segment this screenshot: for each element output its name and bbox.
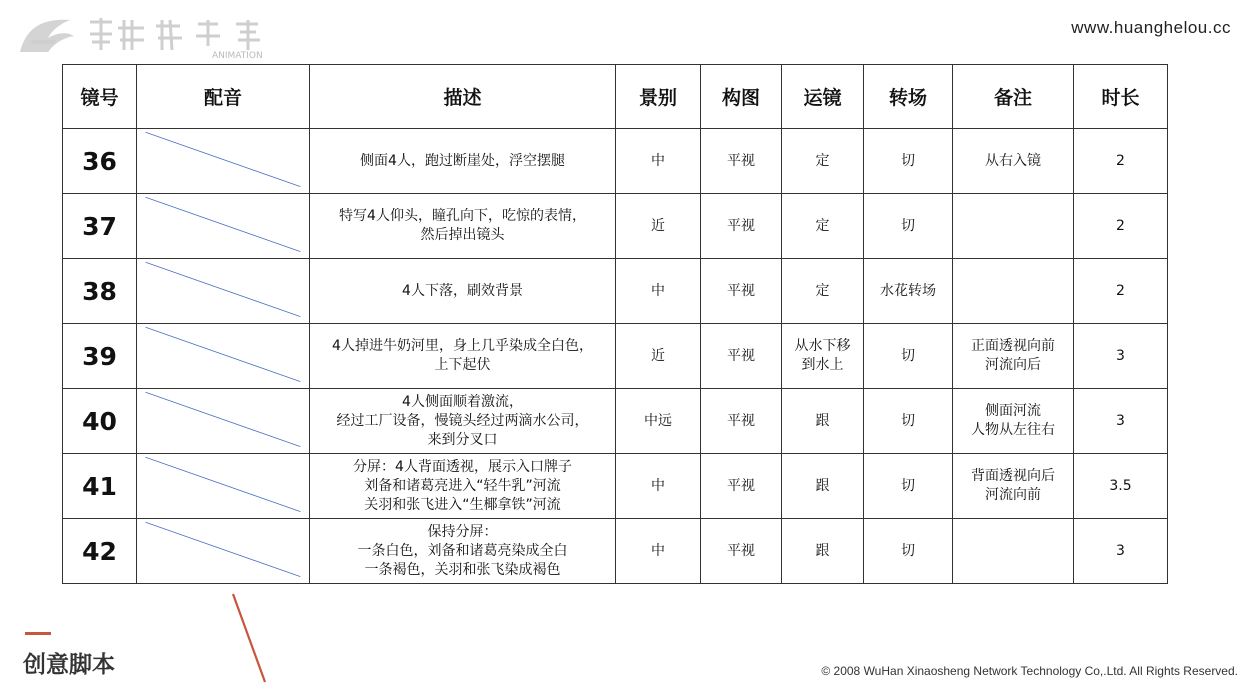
empty-cell-slash	[137, 454, 309, 518]
cell-camera-move-text: 跟	[815, 477, 830, 494]
cell-shot-size	[616, 389, 701, 454]
cell-description-text: 侧面4人，跑过断崖处，浮空摆腿	[360, 152, 565, 169]
table-row	[63, 519, 1168, 584]
cell-composition-text: 平视	[727, 282, 755, 299]
cell-duration-text: 2	[1116, 217, 1125, 234]
cell-duration	[1074, 194, 1168, 259]
cell-composition	[701, 519, 782, 584]
cell-composition-text: 平视	[727, 152, 755, 169]
cell-shot-size	[616, 519, 701, 584]
cell-composition	[701, 454, 782, 519]
table-row	[63, 389, 1168, 454]
col-header-shot-size: 景别	[616, 65, 701, 129]
cell-description-text: 4人下落，刷效背景	[402, 282, 523, 299]
cell-camera-move	[782, 324, 864, 389]
cell-composition-text: 平视	[727, 542, 755, 559]
cell-duration	[1074, 129, 1168, 194]
cell-shot-size-text: 中	[651, 542, 665, 559]
cell-note	[953, 324, 1074, 389]
cell-note	[953, 519, 1074, 584]
cell-shot-number-text: 37	[82, 211, 117, 241]
cell-composition	[701, 259, 782, 324]
cell-note	[953, 129, 1074, 194]
cell-transition-text: 切	[901, 477, 915, 494]
table-row	[63, 454, 1168, 519]
cell-camera-move-text: 定	[815, 282, 830, 299]
col-header-camera-move: 运镜	[782, 65, 864, 129]
decorative-slash	[230, 592, 270, 684]
cell-transition	[864, 454, 953, 519]
cell-description-text: 4人掉进牛奶河里，身上几乎染成全白色， 上下起伏	[332, 338, 593, 373]
website-url[interactable]: www.huanghelou.cc	[1071, 18, 1231, 37]
cell-camera-move-text: 从水下移 到水上	[794, 338, 851, 373]
cell-dubbing	[137, 194, 310, 259]
cell-camera-move	[782, 454, 864, 519]
cell-description	[310, 324, 616, 389]
cell-duration-text: 3.5	[1109, 477, 1132, 494]
cell-transition-text: 切	[901, 347, 915, 364]
cell-note	[953, 389, 1074, 454]
cell-transition	[864, 519, 953, 584]
cell-shot-number-text: 36	[82, 146, 117, 176]
cell-description-text: 分屏：4人背面透视，展示入口牌子 刘备和诸葛亮进入“轻牛乳”河流 关羽和张飞进入“生椰拿铁”河流	[353, 458, 572, 513]
cell-transition	[864, 389, 953, 454]
cell-duration	[1074, 259, 1168, 324]
cell-shot-number	[63, 389, 137, 454]
cell-transition	[864, 324, 953, 389]
empty-cell-slash	[137, 129, 309, 193]
copyright-notice: © 2008 WuHan Xinaosheng Network Technology Co,.Ltd. All Rights Reserved.	[821, 664, 1238, 678]
empty-cell-slash	[137, 519, 309, 583]
cell-camera-move	[782, 259, 864, 324]
cell-shot-size-text: 中	[651, 282, 665, 299]
cell-shot-number	[63, 519, 137, 584]
col-header-duration: 时长	[1074, 65, 1168, 129]
cell-shot-size	[616, 454, 701, 519]
empty-cell-slash	[137, 259, 309, 323]
cell-composition	[701, 389, 782, 454]
cell-transition	[864, 194, 953, 259]
cell-transition-text: 切	[901, 542, 915, 559]
empty-cell-slash	[137, 389, 309, 453]
cell-shot-size-text: 近	[651, 217, 665, 234]
cell-shot-size	[616, 129, 701, 194]
col-header-composition: 构图	[701, 65, 782, 129]
cell-composition-text: 平视	[727, 347, 755, 364]
table-header-row	[63, 65, 1168, 129]
cell-camera-move	[782, 519, 864, 584]
cell-transition-text: 切	[901, 412, 915, 429]
cell-note-text: 侧面河流 人物从左往右	[971, 403, 1055, 438]
cell-shot-size	[616, 324, 701, 389]
cell-description-text: 4人侧面顺着激流， 经过工厂设备，慢镜头经过两滴水公司， 来到分叉口	[336, 393, 589, 448]
cell-shot-number	[63, 259, 137, 324]
table-row	[63, 194, 1168, 259]
cell-description	[310, 454, 616, 519]
cell-description	[310, 129, 616, 194]
table-row	[63, 259, 1168, 324]
cell-duration	[1074, 519, 1168, 584]
empty-cell-slash	[137, 194, 309, 258]
col-header-description: 描述	[310, 65, 616, 129]
cell-shot-number-text: 40	[82, 406, 117, 436]
table-row	[63, 324, 1168, 389]
cell-shot-number-text: 38	[82, 276, 117, 306]
cell-shot-number-text: 41	[82, 471, 117, 501]
cell-description-text: 保持分屏： 一条白色，刘备和诸葛亮染成全白 一条褐色，关羽和张飞染成褐色	[357, 523, 568, 578]
cell-composition-text: 平视	[727, 412, 755, 429]
cell-dubbing	[137, 454, 310, 519]
cell-camera-move	[782, 389, 864, 454]
cell-composition-text: 平视	[727, 477, 755, 494]
cell-transition	[864, 259, 953, 324]
cell-composition-text: 平视	[727, 217, 755, 234]
cell-description	[310, 194, 616, 259]
table-row	[63, 129, 1168, 194]
cell-description	[310, 519, 616, 584]
col-header-note: 备注	[953, 65, 1074, 129]
cell-dubbing	[137, 519, 310, 584]
cell-shot-size-text: 中	[651, 477, 665, 494]
cell-camera-move-text: 定	[815, 217, 830, 234]
cell-camera-move	[782, 129, 864, 194]
cell-note-text: 背面透视向后 河流向前	[971, 468, 1055, 503]
cell-transition-text: 切	[901, 217, 915, 234]
cell-camera-move	[782, 194, 864, 259]
cell-duration	[1074, 454, 1168, 519]
cell-composition	[701, 324, 782, 389]
cell-dubbing	[137, 324, 310, 389]
cell-camera-move-text: 定	[815, 152, 830, 169]
cell-note	[953, 454, 1074, 519]
section-title: 创意脚本	[23, 652, 115, 678]
cell-duration	[1074, 324, 1168, 389]
cell-dubbing	[137, 129, 310, 194]
cell-shot-number-text: 42	[82, 536, 117, 566]
cell-composition	[701, 194, 782, 259]
col-header-dubbing: 配音	[137, 65, 310, 129]
company-logo	[12, 10, 274, 62]
storyboard-table	[62, 64, 1168, 584]
cell-note-text: 从右入镜	[985, 152, 1041, 169]
cell-duration-text: 3	[1116, 347, 1125, 364]
cell-shot-number	[63, 129, 137, 194]
cell-duration-text: 2	[1116, 282, 1125, 299]
cell-shot-size	[616, 194, 701, 259]
cell-note	[953, 259, 1074, 324]
cell-duration-text: 2	[1116, 152, 1125, 169]
cell-transition-text: 水花转场	[880, 282, 936, 299]
cell-transition-text: 切	[901, 152, 915, 169]
cell-description-text: 特写4人仰头，瞳孔向下，吃惊的表情， 然后掉出镜头	[339, 208, 586, 243]
svg-text:ANIMATION: ANIMATION	[212, 51, 263, 61]
col-header-shot: 镜号	[63, 65, 137, 129]
accent-bar	[25, 632, 51, 635]
cell-duration	[1074, 389, 1168, 454]
cell-dubbing	[137, 259, 310, 324]
cell-camera-move-text: 跟	[815, 542, 830, 559]
cell-camera-move-text: 跟	[815, 412, 830, 429]
empty-cell-slash	[137, 324, 309, 388]
cell-shot-size-text: 中	[651, 152, 665, 169]
cell-description	[310, 259, 616, 324]
cell-shot-size-text: 近	[651, 347, 665, 364]
cell-dubbing	[137, 389, 310, 454]
cell-duration-text: 3	[1116, 542, 1125, 559]
cell-shot-number-text: 39	[82, 341, 117, 371]
cell-description	[310, 389, 616, 454]
cell-shot-number	[63, 324, 137, 389]
cell-shot-number	[63, 454, 137, 519]
cell-shot-size-text: 中远	[644, 412, 672, 429]
cell-composition	[701, 129, 782, 194]
cell-duration-text: 3	[1116, 412, 1125, 429]
cell-note-text: 正面透视向前 河流向后	[971, 338, 1055, 373]
cell-shot-number	[63, 194, 137, 259]
col-header-transition: 转场	[864, 65, 953, 129]
cell-note	[953, 194, 1074, 259]
cell-transition	[864, 129, 953, 194]
cell-shot-size	[616, 259, 701, 324]
